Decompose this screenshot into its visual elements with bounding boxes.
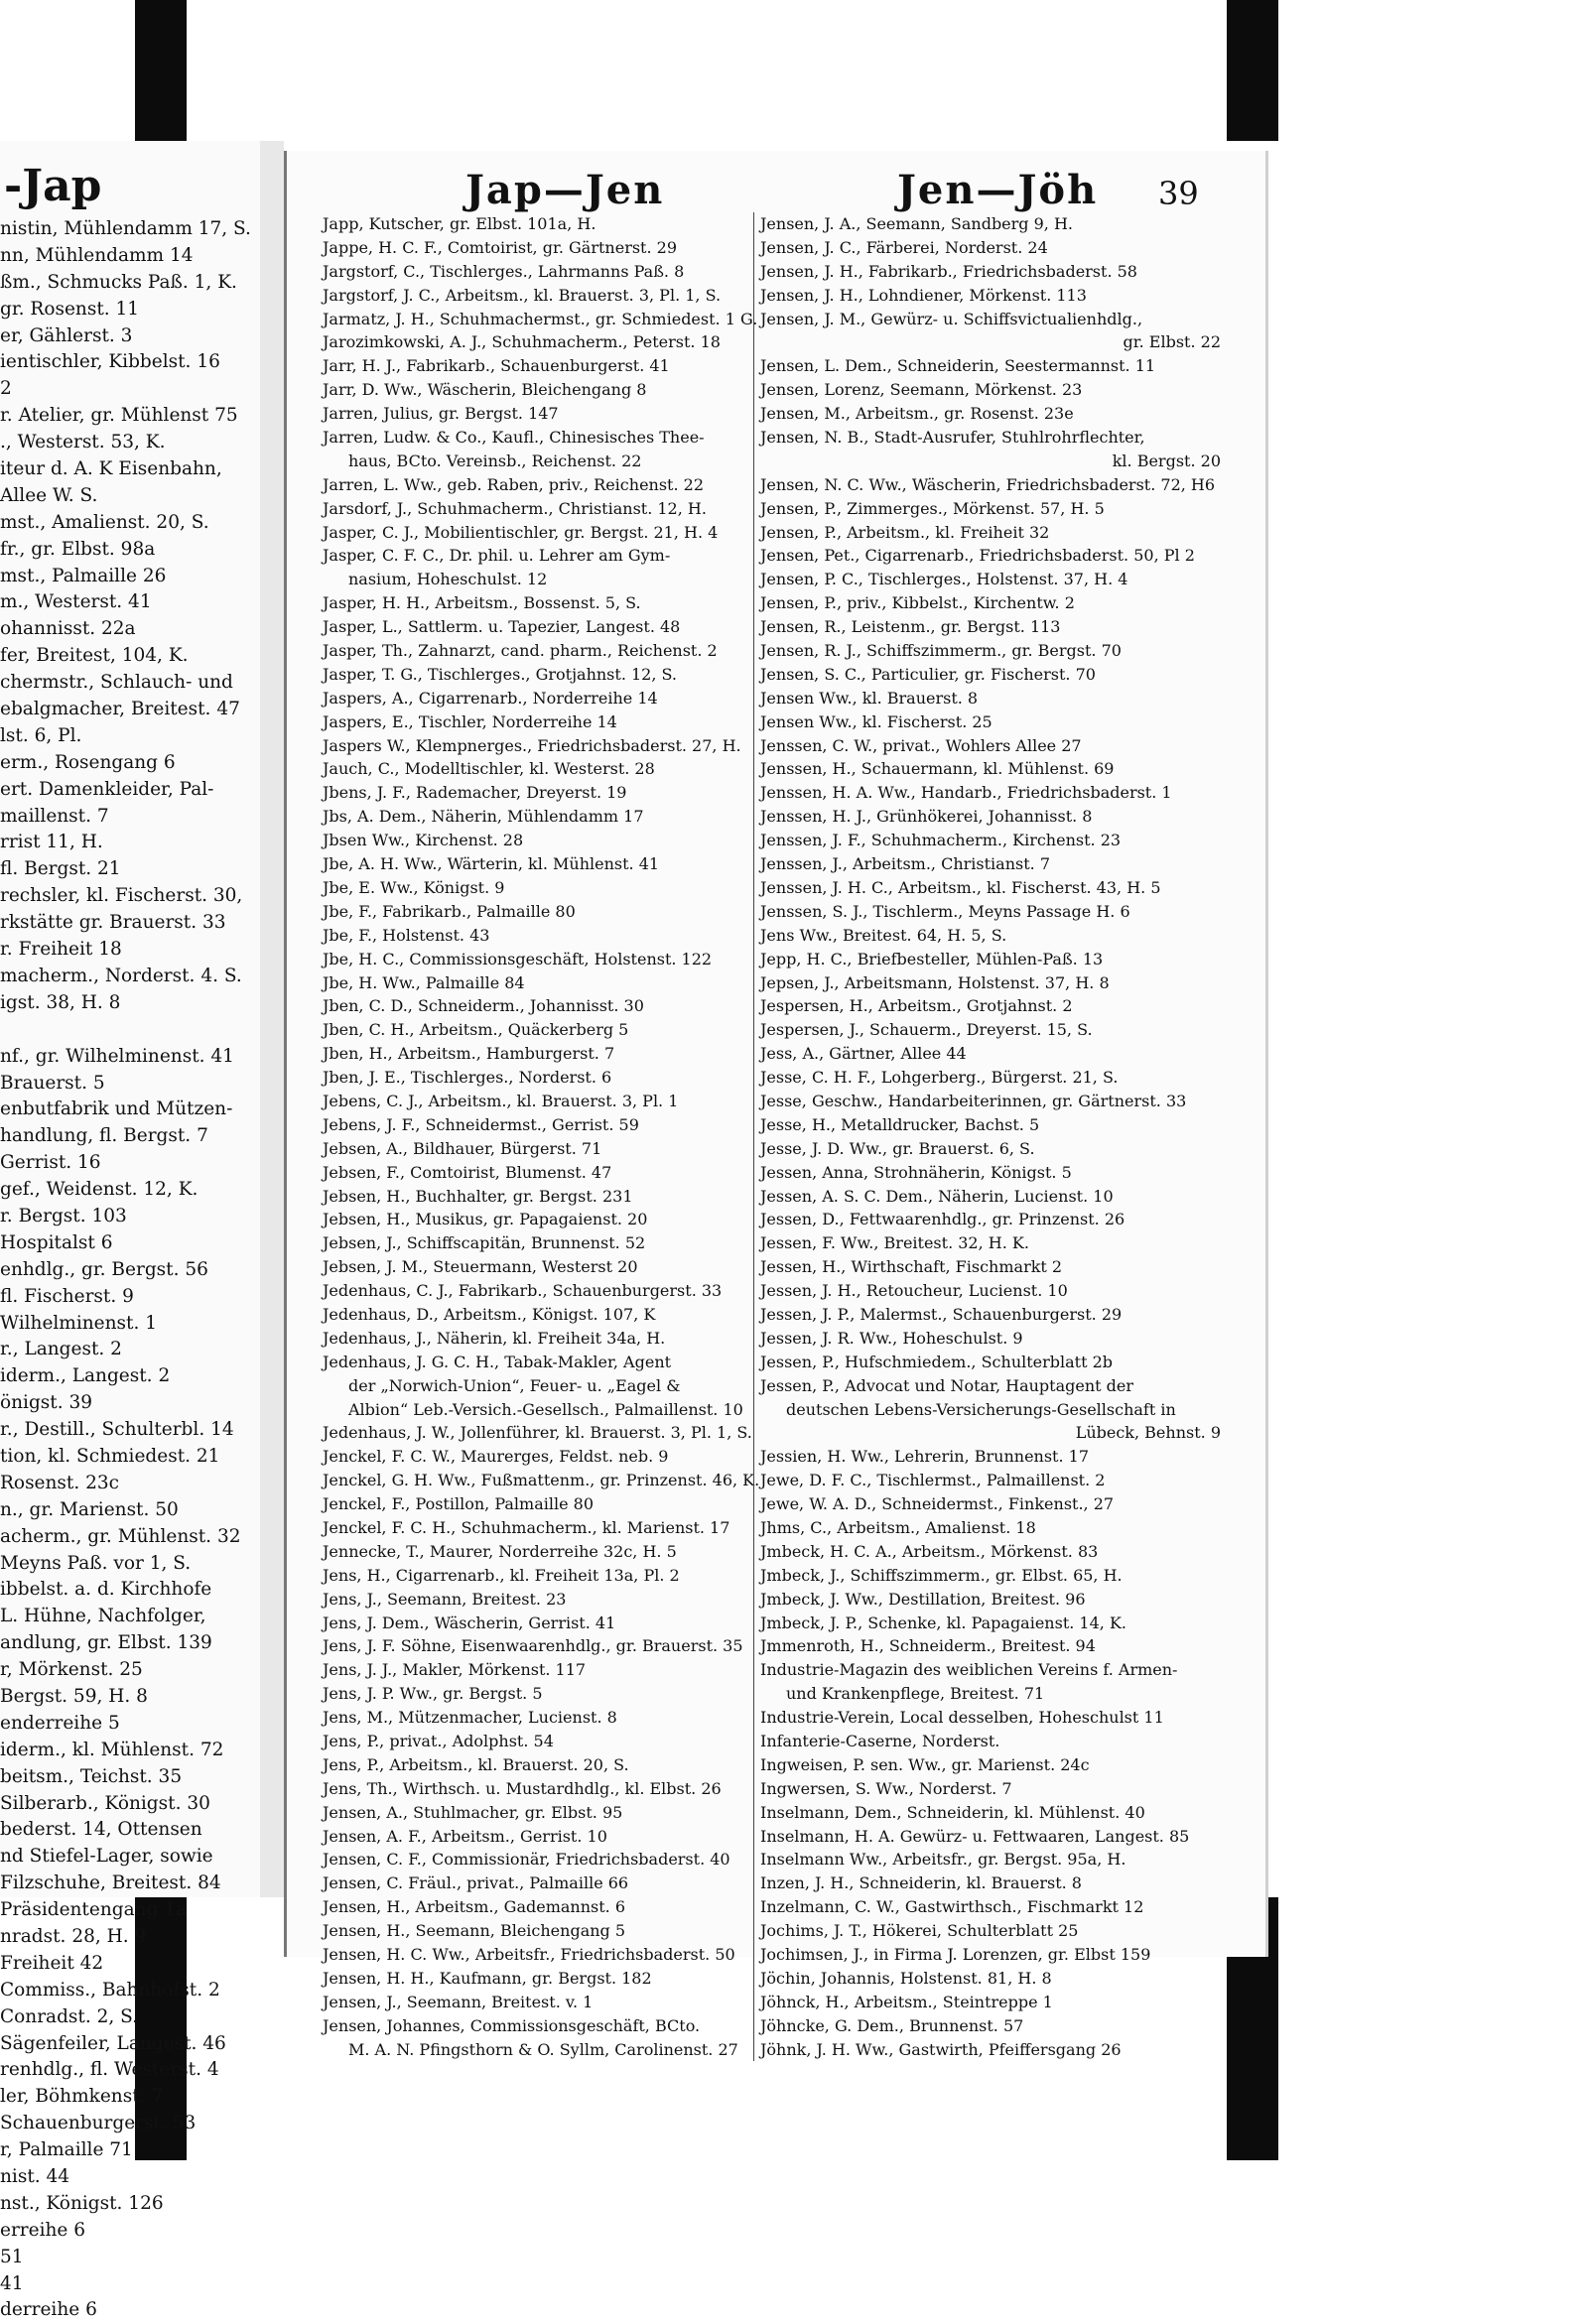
directory-entry: igst. 38, H. 8: [0, 991, 121, 1013]
directory-entry: Jensen, N. C. Ww., Wäscherin, Friedrichsbaderst. 72, H6: [760, 474, 1216, 494]
binding-tab-top-left: [135, 0, 187, 141]
directory-entry: Jenckel, F. C. W., Maurerges, Feldst. neb. 9: [323, 1447, 669, 1467]
directory-entry: macherm., Norderst. 4. S.: [0, 965, 242, 986]
directory-entry: Jben, C. D., Schneiderm., Johannisst. 30: [323, 996, 644, 1016]
directory-entry: Jargstorf, J. C., Arbeitsm., kl. Brauerst. 3, Pl. 1, S.: [323, 285, 722, 305]
directory-entry: Freiheit 42: [0, 1952, 104, 1974]
directory-entry: Jarr, H. J., Fabrikarb., Schauenburgerst. 41: [323, 356, 670, 376]
directory-entry: Jens Ww., Breitest. 64, H. 5, S.: [760, 925, 1007, 945]
directory-entry: Jöchin, Johannis, Holstenst. 81, H. 8: [760, 1968, 1052, 1988]
directory-entry: Jebsen, A., Bildhauer, Bürgerst. 71: [323, 1138, 602, 1158]
directory-entry: Inzen, J. H., Schneiderin, kl. Brauerst. 8: [760, 1873, 1082, 1893]
directory-entry: Jessen, Anna, Strohnäherin, Königst. 5: [760, 1162, 1072, 1182]
directory-entry: Ingweisen, P. sen. Ww., gr. Marienst. 24c: [760, 1754, 1090, 1774]
directory-entry: Jessien, H. Ww., Lehrerin, Brunnenst. 17: [760, 1447, 1090, 1467]
directory-entry: Jensen, J. C., Färberei, Norderst. 24: [760, 237, 1048, 257]
directory-entry: Wilhelminenst. 1: [0, 1312, 157, 1334]
directory-entry: deutschen Lebens-Versicherungs-Gesellschaft in: [786, 1399, 1176, 1419]
directory-entry: der „Norwich-Union“, Feuer- u. „Eagel &: [348, 1375, 681, 1395]
directory-entry: 51: [0, 2246, 24, 2267]
directory-entry: Jespersen, H., Arbeitsm., Grotjahnst. 2: [760, 996, 1073, 1016]
directory-entry: Industrie-Magazin des weiblichen Vereins f. Armen-: [760, 1660, 1178, 1680]
directory-entry: iderm., kl. Mühlenst. 72: [0, 1739, 224, 1760]
directory-entry: Jbe, A. H. Ww., Wärterin, kl. Mühlenst. 41: [323, 854, 660, 874]
directory-entry: Rosenst. 23c: [0, 1472, 120, 1493]
directory-entry: r, Palmaille 71: [0, 2139, 133, 2161]
directory-entry: Jarsdorf, J., Schuhmacherm., Christianst. 12, H.: [323, 498, 707, 518]
directory-entry: nn, Mühlendamm 14: [0, 244, 194, 266]
directory-entry: Jepsen, J., Arbeitsmann, Holstenst. 37, H. 8: [760, 972, 1110, 992]
directory-entry: Jessen, J. H., Retoucheur, Lucienst. 10: [760, 1281, 1068, 1301]
directory-entry: Jensen, J. A., Seemann, Sandberg 9, H.: [760, 214, 1074, 233]
directory-entry: Jens, M., Mützenmacher, Lucienst. 8: [323, 1708, 617, 1728]
directory-entry: Jmbeck, J. P., Schenke, kl. Papagaienst. 14, K.: [760, 1613, 1126, 1632]
directory-entry: Jespersen, J., Schauerm., Dreyerst. 15, S.: [760, 1020, 1093, 1040]
directory-entry: Jedenhaus, D., Arbeitsm., Königst. 107, K: [323, 1304, 656, 1324]
directory-entry: Jedenhaus, J., Näherin, kl. Freiheit 34a, H.: [323, 1328, 666, 1348]
directory-entry: Jewe, D. F. C., Tischlermst., Palmaillenst. 2: [760, 1471, 1106, 1490]
directory-entry: rkstätte gr. Brauerst. 33: [0, 912, 226, 934]
directory-entry: Jensen, P., priv., Kibbelst., Kirchentw. 2: [760, 593, 1075, 613]
directory-entry: chermstr., Schlauch- und: [0, 672, 233, 694]
directory-entry: Jensen, P. C., Tischlerges., Holstenst. 37, H. 4: [760, 570, 1128, 589]
directory-entry: Jebsen, J. M., Steuermann, Westerst 20: [323, 1257, 638, 1277]
directory-entry: maillenst. 7: [0, 805, 109, 827]
directory-entry: Jessen, J. P., Malermst., Schauenburgerst. 29: [760, 1304, 1123, 1324]
directory-entry: Jensen, H., Arbeitsm., Gademannst. 6: [323, 1897, 625, 1917]
directory-entry: Jmbeck, H. C. A., Arbeitsm., Mörkenst. 83: [760, 1541, 1099, 1561]
directory-entry: Jens, P., Arbeitsm., kl. Brauerst. 20, S.: [323, 1754, 629, 1774]
directory-entry: Inselmann, Dem., Schneiderin, kl. Mühlenst. 40: [760, 1802, 1145, 1822]
directory-entry: Jenssen, C. W., privat., Wohlers Allee 27: [760, 735, 1082, 755]
directory-entry: kl. Bergst. 20: [1112, 451, 1221, 470]
directory-entry: Bergst. 59, H. 8: [0, 1685, 148, 1707]
directory-entry: Jmbeck, J. Ww., Destillation, Breitest. 96: [760, 1589, 1086, 1609]
directory-entry: Albion“ Leb.-Versich.-Gesellsch., Palmaillenst. 10: [348, 1399, 743, 1419]
directory-entry: Jasper, T. G., Tischlerges., Grotjahnst. 12, S.: [323, 664, 677, 684]
directory-entry: r. Atelier, gr. Mühlenst 75: [0, 405, 238, 427]
directory-entry: Jedenhaus, C. J., Fabrikarb., Schauenburgerst. 33: [323, 1281, 723, 1301]
directory-entry: ientischler, Kibbelst. 16: [0, 351, 220, 373]
directory-entry: Jesse, H., Metalldrucker, Bachst. 5: [760, 1114, 1040, 1134]
directory-entry: Jens, P., privat., Adolphst. 54: [323, 1732, 554, 1750]
directory-entry: Jenssen, H. J., Grünhökerei, Johannisst. 8: [760, 807, 1093, 827]
directory-entry: tion, kl. Schmiedest. 21: [0, 1445, 220, 1467]
left-page-header: -Jap: [4, 161, 102, 211]
directory-entry: Inselmann, H. A. Gewürz- u. Fettwaaren, Langest. 85: [760, 1826, 1190, 1846]
directory-entry: Jessen, J. R. Ww., Hoheschulst. 9: [760, 1328, 1023, 1348]
directory-entry: Jens, J. Dem., Wäscherin, Gerrist. 41: [323, 1613, 616, 1632]
directory-entry: Jensen, C. F., Commissionär, Friedrichsbaderst. 40: [323, 1850, 730, 1870]
directory-entry: nistin, Mühlendamm 17, S.: [0, 218, 251, 239]
directory-entry: n., gr. Marienst. 50: [0, 1498, 179, 1520]
directory-entry: enhdlg., gr. Bergst. 56: [0, 1258, 208, 1280]
directory-entry: Jepp, H. C., Briefbesteller, Mühlen-Paß. 13: [760, 949, 1104, 968]
directory-entry: Jappe, H. C. F., Comtoirist, gr. Gärtnerst. 29: [323, 237, 678, 257]
directory-entry: r, Mörkenst. 25: [0, 1659, 143, 1681]
directory-entry: Japp, Kutscher, gr. Elbst. 101a, H.: [323, 214, 596, 233]
directory-entry: Jedenhaus, J. W., Jollenführer, kl. Brauerst. 3, Pl. 1, S.: [323, 1423, 752, 1443]
directory-entry: ßm., Schmucks Paß. 1, K.: [0, 271, 237, 293]
directory-entry: Inselmann Ww., Arbeitsfr., gr. Bergst. 95a, H.: [760, 1850, 1126, 1870]
directory-entry: Jensen, Lorenz, Seemann, Mörkenst. 23: [760, 380, 1083, 400]
directory-entry: gef., Weidenst. 12, K.: [0, 1179, 198, 1201]
directory-entry: r., Destill., Schulterbl. 14: [0, 1419, 234, 1441]
directory-entry: Silberarb., Königst. 30: [0, 1792, 210, 1814]
running-header-right: Jen—Jöh: [897, 167, 1099, 213]
directory-entry: Commiss., Bahnhofst. 2: [0, 1979, 220, 2001]
directory-entry: Jöhnck, H., Arbeitsm., Steintreppe 1: [760, 1992, 1053, 2011]
directory-entry: Jensen, A. F., Arbeitsm., Gerrist. 10: [323, 1826, 607, 1846]
directory-entry: Jbens, J. F., Rademacher, Dreyerst. 19: [323, 783, 627, 803]
directory-entry: Jarmatz, J. H., Schuhmachermst., gr. Schmiedest. 1 G.: [323, 309, 758, 328]
directory-entry: Jenssen, S. J., Tischlerm., Meyns Passage H. 6: [760, 901, 1130, 921]
directory-entry: Jbsen Ww., Kirchenst. 28: [323, 831, 524, 850]
directory-entry: Jensen, H., Seemann, Bleichengang 5: [323, 1921, 626, 1941]
directory-entry: Jensen, M., Arbeitsm., gr. Rosenst. 23e: [760, 404, 1074, 424]
directory-entry: Jöhncke, G. Dem., Brunnenst. 57: [760, 2015, 1024, 2035]
directory-entry: Jasper, C. F. C., Dr. phil. u. Lehrer am Gym-: [323, 546, 671, 566]
directory-entry: Jens, J. J., Makler, Mörkenst. 117: [323, 1660, 587, 1680]
directory-entry: nasium, Hoheschulst. 12: [348, 570, 548, 589]
directory-entry: Jaspers, E., Tischler, Norderreihe 14: [323, 711, 617, 731]
directory-entry: gr. Elbst. 22: [1123, 332, 1221, 352]
directory-entry: acherm., gr. Mühlenst. 32: [0, 1525, 241, 1547]
directory-entry: Jben, J. E., Tischlerges., Norderst. 6: [323, 1068, 612, 1088]
directory-entry: Jöhnk, J. H. Ww., Gastwirth, Pfeiffersgang 26: [760, 2039, 1122, 2059]
directory-entry: Jensen, P., Arbeitsm., kl. Freiheit 32: [760, 522, 1050, 542]
directory-entry: Jochims, J. T., Hökerei, Schulterblatt 25: [760, 1921, 1079, 1941]
directory-entry: nf., gr. Wilhelminenst. 41: [0, 1045, 234, 1067]
directory-entry: Conradst. 2, S.: [0, 2005, 139, 2027]
running-header-left: Jap—Jen: [465, 167, 665, 213]
page-gutter: [260, 141, 284, 1897]
directory-entry: iteur d. A. K Eisenbahn,: [0, 458, 222, 480]
directory-entry: Jesse, C. H. F., Lohgerberg., Bürgerst. 21, S.: [760, 1068, 1119, 1088]
directory-entry: mst., Amalienst. 20, S.: [0, 511, 209, 533]
directory-column-left: [323, 212, 784, 2061]
directory-entry: 2: [0, 378, 12, 400]
directory-entry: bederst. 14, Ottensen: [0, 1819, 202, 1841]
directory-entry: ert. Damenkleider, Pal-: [0, 778, 214, 800]
directory-entry: nradst. 28, H. 9: [0, 1926, 147, 1947]
directory-entry: Schauenburgerst. 53: [0, 2113, 197, 2134]
directory-entry: 41: [0, 2272, 24, 2294]
directory-entry: Jenssen, J. F., Schuhmacherm., Kirchenst. 23: [760, 831, 1122, 850]
directory-entry: er, Gählerst. 3: [0, 324, 133, 346]
directory-entry: Jessen, P., Hufschmiedem., Schulterblatt 2b: [760, 1352, 1114, 1371]
directory-entry: r. Freiheit 18: [0, 939, 122, 961]
directory-entry: Sägenfeiler, Langest. 46: [0, 2032, 226, 2054]
directory-entry: renhdlg., fl. Westerst. 4: [0, 2059, 219, 2081]
directory-entry: Jauch, C., Modelltischler, kl. Westerst. 28: [323, 759, 655, 779]
page-number: 39: [1158, 175, 1199, 212]
directory-entry: gr. Rosenst. 11: [0, 298, 140, 320]
directory-entry: Jebens, C. J., Arbeitsm., kl. Brauerst. 3, Pl. 1: [323, 1091, 679, 1110]
directory-entry: Allee W. S.: [0, 484, 98, 506]
directory-entry: Jenckel, F., Postillon, Palmaille 80: [323, 1494, 594, 1514]
directory-entry: Jben, H., Arbeitsm., Hamburgerst. 7: [323, 1044, 615, 1064]
left-page: [0, 141, 264, 2321]
directory-entry: Jmmenroth, H., Schneiderm., Breitest. 94: [760, 1636, 1096, 1656]
directory-entry: Jasper, L., Sattlerm. u. Tapezier, Langest. 48: [323, 617, 681, 637]
directory-entry: Jbs, A. Dem., Näherin, Mühlendamm 17: [323, 807, 644, 827]
directory-entry: Jaspers W., Klempnerges., Friedrichsbaderst. 27, H.: [323, 735, 741, 755]
directory-entry: Jenssen, J. H. C., Arbeitsm., kl. Fischerst. 43, H. 5: [760, 877, 1161, 897]
directory-entry: Filzschuhe, Breitest. 84: [0, 1872, 221, 1894]
directory-entry: Jessen, A. S. C. Dem., Näherin, Lucienst. 10: [760, 1186, 1114, 1206]
directory-entry: Jarren, Julius, gr. Bergst. 147: [323, 404, 559, 424]
directory-entry: Jens, Th., Wirthsch. u. Mustardhdlg., kl. Elbst. 26: [323, 1778, 722, 1798]
directory-entry: Jensen Ww., kl. Fischerst. 25: [760, 711, 992, 731]
directory-entry: Jarren, Ludw. & Co., Kaufl., Chinesisches Thee-: [323, 428, 705, 448]
directory-entry: ohannisst. 22a: [0, 618, 136, 640]
directory-entry: Jess, A., Gärtner, Allee 44: [760, 1044, 967, 1064]
directory-entry: Jebens, J. F., Schneidermst., Gerrist. 59: [323, 1114, 639, 1134]
directory-entry: Jenckel, G. H. Ww., Fußmattenm., gr. Prinzenst. 46, K.: [323, 1471, 760, 1490]
directory-entry: Jensen, C. Fräul., privat., Palmaille 66: [323, 1873, 629, 1893]
directory-entry: Jensen, R., Leistenm., gr. Bergst. 113: [760, 617, 1061, 637]
directory-entry: Jens, H., Cigarrenarb., kl. Freiheit 13a, Pl. 2: [323, 1565, 680, 1585]
directory-entry: Jensen, N. B., Stadt-Ausrufer, Stuhlrohrflechter,: [760, 428, 1145, 448]
directory-entry: ler, Böhmkenst. 7: [0, 2086, 164, 2108]
directory-entry: r. Bergst. 103: [0, 1205, 127, 1227]
directory-entry: Jensen, J., Seemann, Breitest. v. 1: [323, 1992, 594, 2011]
directory-entry: ibbelst. a. d. Kirchhofe: [0, 1579, 212, 1601]
directory-entry: derreihe 6: [0, 2299, 97, 2321]
directory-entry: beitsm., Teichst. 35: [0, 1765, 183, 1787]
directory-entry: Jasper, Th., Zahnarzt, cand. pharm., Reichenst. 2: [323, 641, 718, 661]
directory-entry: Jensen, P., Zimmerges., Mörkenst. 57, H. 5: [760, 498, 1105, 518]
directory-entry: Jensen, S. C., Particulier, gr. Fischerst. 70: [760, 664, 1096, 684]
directory-entry: erreihe 6: [0, 2219, 86, 2241]
directory-entry: nst., Königst. 126: [0, 2192, 164, 2214]
directory-entry: [0, 1017, 260, 1044]
directory-entry: Jensen, A., Stuhlmacher, gr. Elbst. 95: [323, 1802, 623, 1822]
directory-entry: Präsidentengang 1a: [0, 1899, 188, 1921]
directory-entry: önigst. 39: [0, 1392, 93, 1414]
directory-entry: Jbe, H. C., Commissionsgeschäft, Holstenst. 122: [323, 949, 713, 968]
directory-entry: Jaspers, A., Cigarrenarb., Norderreihe 14: [323, 688, 658, 708]
directory-entry: Brauerst. 5: [0, 1072, 105, 1094]
directory-entry: Jarr, D. Ww., Wäscherin, Bleichengang 8: [323, 380, 647, 400]
directory-entry: Jens, J., Seemann, Breitest. 23: [323, 1589, 567, 1609]
directory-entry: Jarozimkowski, A. J., Schuhmacherm., Peterst. 18: [323, 332, 721, 352]
directory-entry: Jasper, H. H., Arbeitsm., Bossenst. 5, S.: [323, 593, 641, 613]
directory-entry: Jebsen, H., Musikus, gr. Papagaienst. 20: [323, 1210, 648, 1229]
directory-entry: Jenckel, F. C. H., Schuhmacherm., kl. Marienst. 17: [323, 1517, 730, 1537]
directory-entry: Jmbeck, J., Schiffszimmerm., gr. Elbst. 65, H.: [760, 1565, 1123, 1585]
directory-entry: Jebsen, J., Schiffscapitän, Brunnenst. 52: [323, 1233, 646, 1253]
directory-entry: Jochimsen, J., in Firma J. Lorenzen, gr. Elbst 159: [760, 1945, 1151, 1965]
directory-entry: Jbe, F., Holstenst. 43: [323, 925, 490, 945]
directory-entry: Jensen Ww., kl. Brauerst. 8: [760, 688, 979, 708]
directory-entry: Jedenhaus, J. G. C. H., Tabak-Makler, Agent: [323, 1352, 672, 1371]
directory-entry: Jensen, J. M., Gewürz- u. Schiffsvictualienhdlg.,: [760, 309, 1143, 328]
directory-entry: Jarren, L. Ww., geb. Raben, priv., Reichenst. 22: [323, 474, 705, 494]
directory-entry: Hospitalst 6: [0, 1231, 113, 1253]
directory-entry: mst., Palmaille 26: [0, 565, 167, 586]
directory-entry: fl. Bergst. 21: [0, 858, 121, 880]
directory-entry: rrist 11, H.: [0, 832, 103, 853]
directory-entry: ebalgmacher, Breitest. 47: [0, 699, 240, 720]
directory-entry: Ingwersen, S. Ww., Norderst. 7: [760, 1778, 1012, 1798]
directory-entry: Jbe, H. Ww., Palmaille 84: [323, 972, 525, 992]
directory-entry: fl. Fischerst. 9: [0, 1285, 134, 1307]
directory-entry: enderreihe 5: [0, 1712, 120, 1734]
directory-entry: ., Westerst. 53, K.: [0, 432, 166, 453]
directory-entry: Jenssen, H., Schauermann, kl. Mühlenst. 69: [760, 759, 1115, 779]
directory-entry: Gerrist. 16: [0, 1152, 101, 1174]
directory-entry: lst. 6, Pl.: [0, 724, 82, 746]
directory-entry: Jessen, F. Ww., Breitest. 32, H. K.: [760, 1233, 1029, 1253]
directory-entry: L. Hühne, Nachfolger,: [0, 1606, 206, 1627]
directory-entry: fr., gr. Elbst. 98a: [0, 538, 156, 560]
directory-entry: rechsler, kl. Fischerst. 30,: [0, 885, 243, 907]
directory-entry: Jensen, L. Dem., Schneiderin, Seestermannst. 11: [760, 356, 1156, 376]
directory-entry: Jhms, C., Arbeitsm., Amalienst. 18: [760, 1517, 1036, 1537]
directory-entry: Jenssen, J., Arbeitsm., Christianst. 7: [760, 854, 1050, 874]
directory-entry: Jens, J. F. Söhne, Eisenwaarenhdlg., gr. Brauerst. 35: [323, 1636, 743, 1656]
directory-entry: Jebsen, H., Buchhalter, gr. Bergst. 231: [323, 1186, 633, 1206]
directory-entry: Jennecke, T., Maurer, Norderreihe 32c, H. 5: [323, 1541, 677, 1561]
directory-entry: Jens, J. P. Ww., gr. Bergst. 5: [323, 1684, 543, 1704]
directory-entry: Jensen, H. C. Ww., Arbeitsfr., Friedrichsbaderst. 50: [323, 1945, 735, 1965]
directory-entry: Jessen, H., Wirthschaft, Fischmarkt 2: [760, 1257, 1063, 1277]
directory-entry: Jasper, C. J., Mobilientischler, gr. Bergst. 21, H. 4: [323, 522, 719, 542]
directory-entry: Industrie-Verein, Local desselben, Hoheschulst 11: [760, 1708, 1164, 1728]
directory-entry: Jensen, R. J., Schiffszimmerm., gr. Bergst. 70: [760, 641, 1122, 661]
directory-entry: Jesse, Geschw., Handarbeiterinnen, gr. Gärtnerst. 33: [760, 1091, 1187, 1110]
directory-entry: Jewe, W. A. D., Schneidermst., Finkenst., 27: [760, 1494, 1115, 1514]
directory-entry: Jben, C. H., Arbeitsm., Quäckerberg 5: [323, 1020, 629, 1040]
directory-entry: Jenssen, H. A. Ww., Handarb., Friedrichsbaderst. 1: [760, 783, 1172, 803]
directory-entry: nd Stiefel-Lager, sowie: [0, 1846, 213, 1868]
directory-entry: M. A. N. Pfingsthorn & O. Syllm, Carolinenst. 27: [348, 2039, 738, 2059]
directory-entry: nist. 44: [0, 2166, 70, 2188]
directory-entry: Jbe, F., Fabrikarb., Palmaille 80: [323, 901, 576, 921]
left-page-lines: [0, 216, 260, 2324]
directory-entry: Jbe, E. Ww., Königst. 9: [323, 877, 505, 897]
directory-entry: Infanterie-Caserne, Norderst.: [760, 1732, 1000, 1750]
directory-entry: Jensen, J. H., Lohndiener, Mörkenst. 113: [760, 285, 1087, 305]
directory-entry: fer, Breitest, 104, K.: [0, 645, 189, 667]
directory-entry: Jessen, D., Fettwaarenhdlg., gr. Prinzenst. 26: [760, 1210, 1125, 1229]
directory-entry: r., Langest. 2: [0, 1339, 122, 1360]
directory-entry: andlung, gr. Elbst. 139: [0, 1632, 212, 1654]
directory-entry: Jensen, J. H., Fabrikarb., Friedrichsbaderst. 58: [760, 261, 1137, 281]
directory-column-right: [753, 212, 1225, 2061]
directory-entry: enbutfabrik und Mützen-: [0, 1098, 233, 1120]
directory-entry: Inzelmann, C. W., Gastwirthsch., Fischmarkt 12: [760, 1897, 1144, 1917]
directory-entry: Jesse, J. D. Ww., gr. Brauerst. 6, S.: [760, 1138, 1035, 1158]
directory-entry: erm., Rosengang 6: [0, 751, 176, 773]
directory-entry: handlung, fl. Bergst. 7: [0, 1125, 208, 1147]
directory-entry: Jensen, Johannes, Commissionsgeschäft, BCto.: [323, 2015, 701, 2035]
directory-entry: und Krankenpflege, Breitest. 71: [786, 1684, 1045, 1704]
binding-tab-top-right: [1227, 0, 1278, 141]
directory-entry: m., Westerst. 41: [0, 591, 152, 613]
directory-entry: haus, BCto. Vereinsb., Reichenst. 22: [348, 451, 642, 470]
directory-entry: Jargstorf, C., Tischlerges., Lahrmanns Paß. 8: [323, 261, 685, 281]
directory-entry: Jensen, H. H., Kaufmann, gr. Bergst. 182: [323, 1968, 652, 1988]
directory-entry: Jessen, P., Advocat und Notar, Hauptagent der: [760, 1375, 1134, 1395]
directory-entry: Jensen, Pet., Cigarrenarb., Friedrichsbaderst. 50, Pl 2: [760, 546, 1195, 566]
directory-entry: Lübeck, Behnst. 9: [1075, 1423, 1221, 1443]
directory-entry: iderm., Langest. 2: [0, 1365, 171, 1387]
right-page: [284, 151, 1268, 2059]
directory-entry: Meyns Paß. vor 1, S.: [0, 1552, 192, 1574]
directory-entry: Jebsen, F., Comtoirist, Blumenst. 47: [323, 1162, 612, 1182]
